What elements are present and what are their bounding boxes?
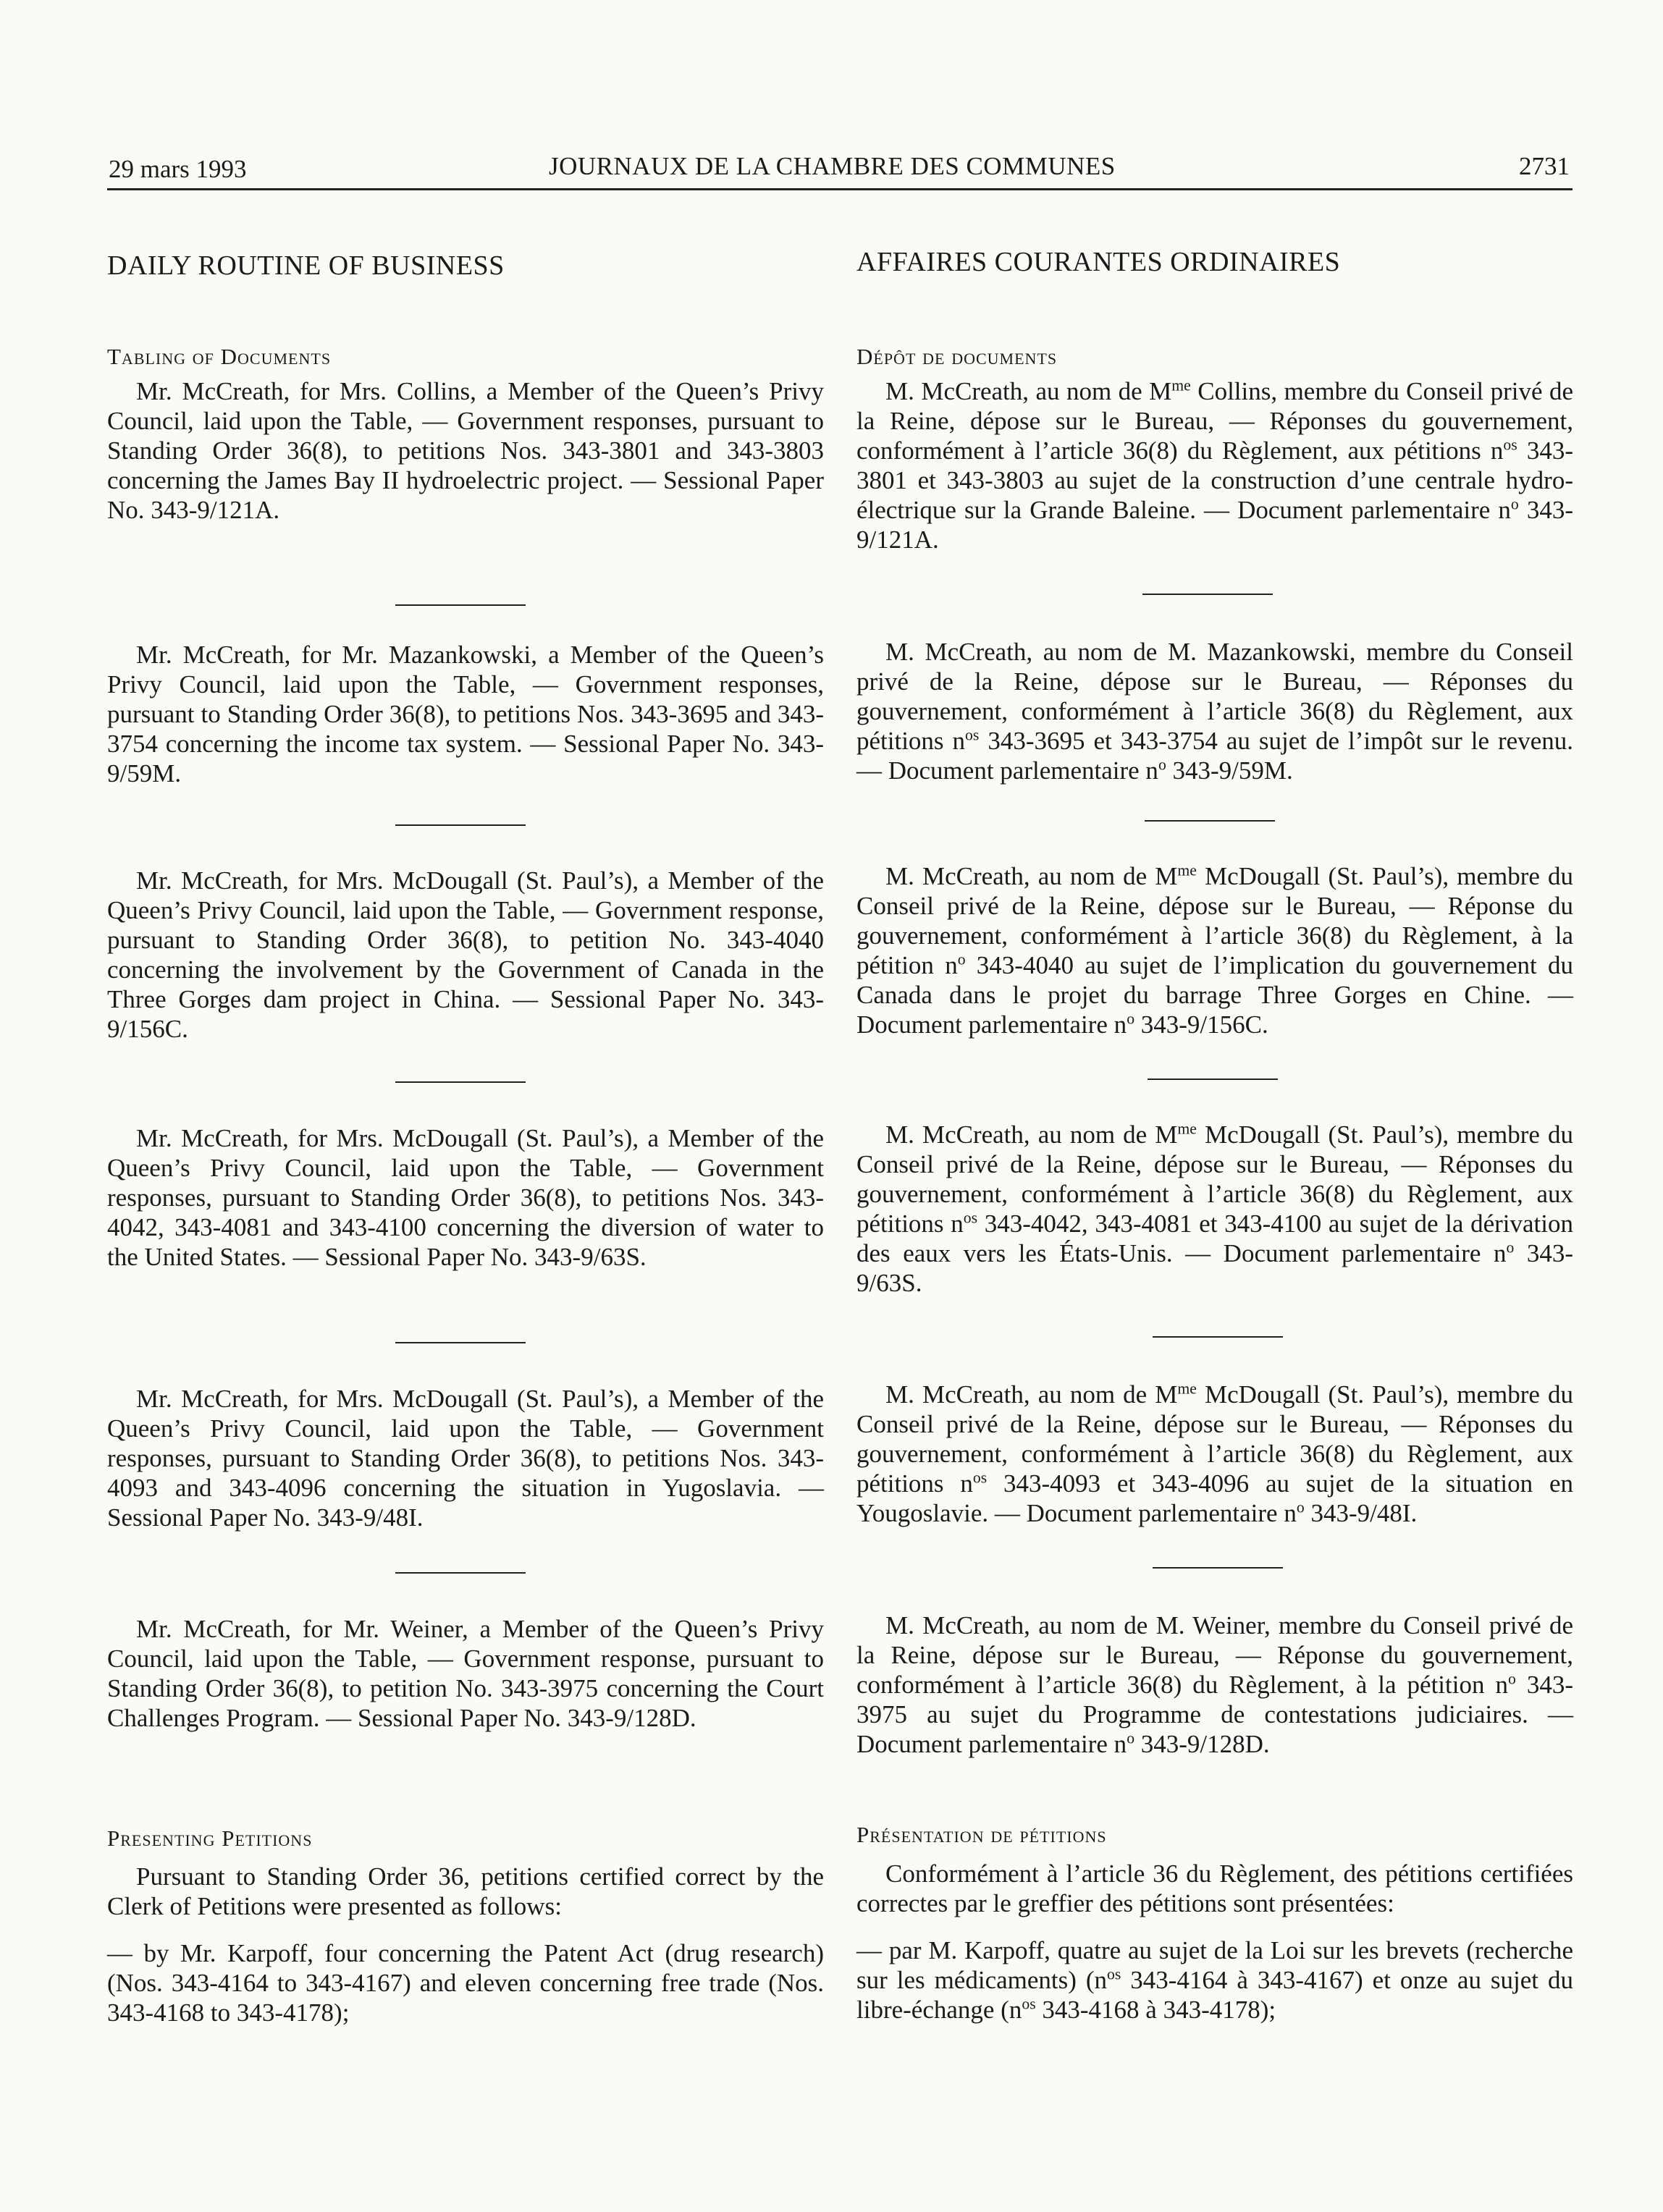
separator-rule [1153, 1336, 1283, 1338]
separator-rule [395, 1081, 526, 1083]
tabling-item-en: Mr. McCreath, for Mr. Mazankowski, a Member of the Queen’s Privy Council, laid upon the Table, — Government responses, pursuant to Standing Order 36(8), to petitions Nos. 343-3695 and 343-3754 concerning the income tax system. — Sessional Paper No. 343-9/59M. [107, 641, 824, 788]
separator-rule [395, 824, 526, 826]
separator-rule [395, 1572, 526, 1574]
tabling-item-en: Mr. McCreath, for Mrs. Collins, a Member of the Queen’s Privy Council, laid upon the Table, — Government responses, pursuant to Standing Order 36(8), to petitions Nos. 343-3801 and 343-3803 concerning the James Bay II hydroelectric project. — Sessional Paper No. 343-9/121A. [107, 377, 824, 524]
separator-rule [395, 1342, 526, 1343]
separator-rule [1142, 594, 1273, 595]
petitions-item-fr: — par M. Karpoff, quatre au sujet de la Loi sur les brevets (recherche sur les médicaments) ($n^{os}$ 343-4164 à 343-4167) et onze au sujet du libre-échange ($n^{os}$ 343-4168 à 343-4178); [856, 1936, 1573, 2024]
tabling-item-fr: M. McCreath, au nom de M. Weiner, membre du Conseil privé de la Reine, dépose sur le Bureau, — Réponse du gouvernement, conformément à l’article 36(8) du Règlement, à la pétition $n^o$ 343-3975 au sujet du Programme de contestations judiciaires. — Document parlementaire $n^o$ 343-9/128D. [856, 1611, 1573, 1758]
tabling-item-en: Mr. McCreath, for Mrs. McDougall (St. Paul’s), a Member of the Queen’s Privy Council, laid upon the Table, — Government responses, pursuant to Standing Order 36(8), to petitions Nos. 343-4093 and 343-4096 concerning the situation in Yugoslavia. — Sessional Paper No. 343-9/48I. [107, 1385, 824, 1532]
petitions-heading-en: Presenting Petitions [107, 1825, 313, 1851]
tabling-item-fr: M. McCreath, au nom de M. Mazankowski, membre du Conseil privé de la Reine, dépose sur le Bureau, — Réponses du gouvernement, conformément à l’article 36(8) du Règlement, aux pétitions $n^{os}$ 343-3695 et 343-3754 au sujet de l’impôt sur le revenu. — Document parlementaire $n^o$ 343-9/59M. [856, 638, 1573, 785]
tabling-heading-en: Tabling of Documents [107, 344, 332, 369]
header-date: 29 mars 1993 [109, 155, 247, 183]
tabling-item-en: Mr. McCreath, for Mr. Weiner, a Member of the Queen’s Privy Council, laid upon the Table, — Government response, pursuant to Standing Order 36(8), to petition No. 343-3975 concerning the Court Challenges Program. — Sessional Paper No. 343-9/128D. [107, 1615, 824, 1732]
separator-rule [1145, 820, 1275, 822]
petitions-item-en: — by Mr. Karpoff, four concerning the Patent Act (drug research) (Nos. 343-4164 to 343-4167) and eleven concerning free trade (Nos. 343-4168 to 343-4178); [107, 1939, 824, 2027]
separator-rule [1148, 1078, 1278, 1080]
tabling-item-en: Mr. McCreath, for Mrs. McDougall (St. Paul’s), a Member of the Queen’s Privy Council, laid upon the Table, — Government responses, pursuant to Standing Order 36(8), to petitions Nos. 343-4042, 343-4081 and 343-4100 concerning the diversion of water to the United States. — Sessional Paper No. 343-9/63S. [107, 1124, 824, 1271]
tabling-item-fr: M. McCreath, au nom de $M^{me}$ McDougall (St. Paul’s), membre du Conseil privé de la Reine, dépose sur le Bureau, — Réponse du gouvernement, conformément à l’article 36(8) du Règlement, à la pétition $n^o$ 343-4040 au sujet de l’implication du gouvernement du Canada dans le projet du barrage Three Gorges en Chine. — Document parlementaire $n^o$ 343-9/156C. [856, 861, 1574, 1039]
section-title-en: DAILY ROUTINE OF BUSINESS [107, 250, 505, 281]
petitions-intro-fr: Conformément à l’article 36 du Règlement, des pétitions certifiées correctes par le greffier des pétitions sont présentées: [856, 1859, 1573, 1917]
page-number: 2731 [1519, 152, 1570, 180]
separator-rule [395, 604, 526, 606]
petitions-heading-fr: Présentation de pétitions [856, 1822, 1107, 1847]
page-header [107, 152, 1573, 190]
tabling-item-fr: M. McCreath, au nom de $M^{me}$ McDougall (St. Paul’s), membre du Conseil privé de la Reine, dépose sur le Bureau, — Réponses du gouvernement, conformément à l’article 36(8) du Règlement, aux pétitions $n^{os}$ 343-4093 et 343-4096 au sujet de la situation en Yougoslavie. — Document parlementaire $n^o$ 343-9/48I. [856, 1380, 1574, 1527]
separator-rule [1153, 1567, 1283, 1569]
section-title-fr: AFFAIRES COURANTES ORDINAIRES [856, 247, 1341, 277]
tabling-heading-fr: Dépôt de documents [856, 344, 1058, 369]
tabling-item-fr: M. McCreath, au nom de $M^{me}$ McDougall (St. Paul’s), membre du Conseil privé de la Reine, dépose sur le Bureau, — Réponses du gouvernement, conformément à l’article 36(8) du Règlement, aux pétitions $n^{os}$ 343-4042, 343-4081 et 343-4100 au sujet de la dérivation des eaux vers les États-Unis. — Document parlementaire $n^o$ 343-9/63S. [856, 1120, 1574, 1297]
tabling-item-en: Mr. McCreath, for Mrs. McDougall (St. Paul’s), a Member of the Queen’s Privy Council, laid upon the Table, — Government response, pursuant to Standing Order 36(8), to petition No. 343-4040 concerning the involvement by the Government of Canada in the Three Gorges dam project in China. — Sessional Paper No. 343-9/156C. [107, 866, 824, 1043]
journal-title: JOURNAUX DE LA CHAMBRE DES COMMUNES [549, 152, 1116, 180]
petitions-intro-en: Pursuant to Standing Order 36, petitions certified correct by the Clerk of Petitions were presented as follows: [107, 1862, 824, 1920]
tabling-item-fr: M. McCreath, au nom de $M^{me}$ Collins, membre du Conseil privé de la Reine, dépose sur le Bureau, — Réponses du gouvernement, conformément à l’article 36(8) du Règlement, aux pétitions $n^{os}$ 343-3801 et 343-3803 au sujet de la construction d’une centrale hydro-électrique sur la Grande Baleine. — Document parlementaire $n^o$ 343-9/121A. [856, 376, 1574, 554]
